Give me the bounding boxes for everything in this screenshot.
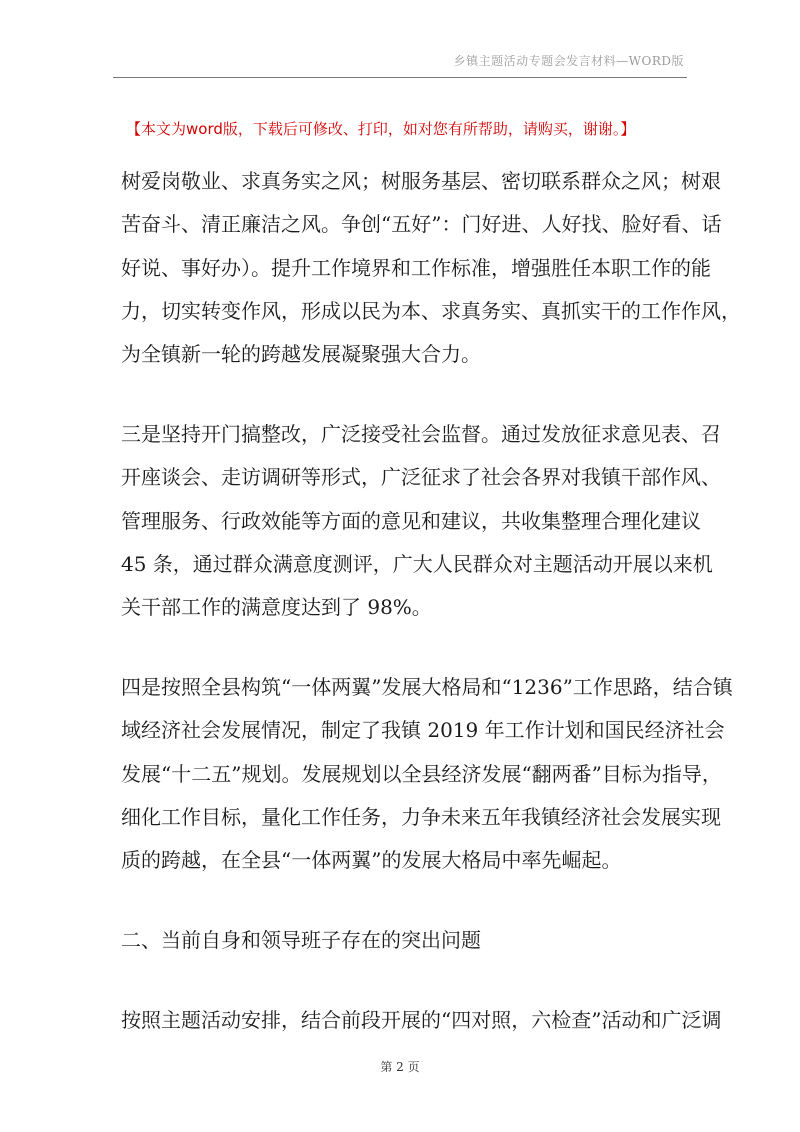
paragraph-line: 关干部工作的满意度达到了 98%。 bbox=[121, 595, 432, 619]
header-divider bbox=[113, 77, 687, 78]
paragraph-line: 按照主题活动安排，结合前段开展的“四对照，六检查”活动和广泛调 bbox=[121, 1008, 722, 1032]
paragraph-line: 细化工作目标，量化工作任务，力争未来五年我镇经济社会发展实现 bbox=[121, 805, 721, 829]
paragraph-line: 四是按照全县构筑“一体两翼”发展大格局和“1236”工作思路，结合镇 bbox=[121, 675, 733, 699]
purchase-notice: 【本文为word版，下载后可修改、打印，如对您有所帮助，请购买，谢谢。】 bbox=[126, 120, 636, 138]
paragraph-line: 45 条，通过群众满意度测评，广大人民群众对主题活动开展以来机 bbox=[121, 552, 713, 576]
paragraph-line: 力，切实转变作风，形成以民为本、求真务实、真抓实干的工作作风， bbox=[121, 299, 741, 323]
paragraph-line: 好说、事好办）。提升工作境界和工作标准，增强胜任本职工作的能 bbox=[121, 256, 711, 280]
paragraph-line: 三是坚持开门搞整改，广泛接受社会监督。通过发放征求意见表、召 bbox=[121, 422, 721, 446]
paragraph-line: 开座谈会、走访调研等形式，广泛征求了社会各界对我镇干部作风、 bbox=[121, 465, 721, 489]
paragraph-line: 树爱岗敬业、求真务实之风；树服务基层、密切联系群众之风；树艰 bbox=[121, 169, 721, 193]
section-heading: 二、当前自身和领导班子存在的突出问题 bbox=[121, 928, 481, 952]
header-title: 乡镇主题活动专题会发言材料—WORD版 bbox=[453, 54, 684, 68]
paragraph-line: 苦奋斗、清正廉洁之风。争创“五好”：门好进、人好找、脸好看、话 bbox=[121, 212, 722, 236]
paragraph-line: 管理服务、行政效能等方面的意见和建议，共收集整理合理化建议 bbox=[121, 509, 701, 533]
paragraph-line: 域经济社会发展情况，制定了我镇 2019 年工作计划和国民经济社会 bbox=[121, 718, 725, 742]
paragraph-line: 质的跨越，在全县“一体两翼”的发展大格局中率先崛起。 bbox=[121, 848, 622, 872]
paragraph-line: 发展“十二五”规划。发展规划以全县经济发展“翻两番”目标为指导， bbox=[121, 762, 722, 786]
page-number: 第 2 页 bbox=[380, 1060, 420, 1074]
paragraph-line: 为全镇新一轮的跨越发展凝聚强大合力。 bbox=[121, 342, 481, 366]
